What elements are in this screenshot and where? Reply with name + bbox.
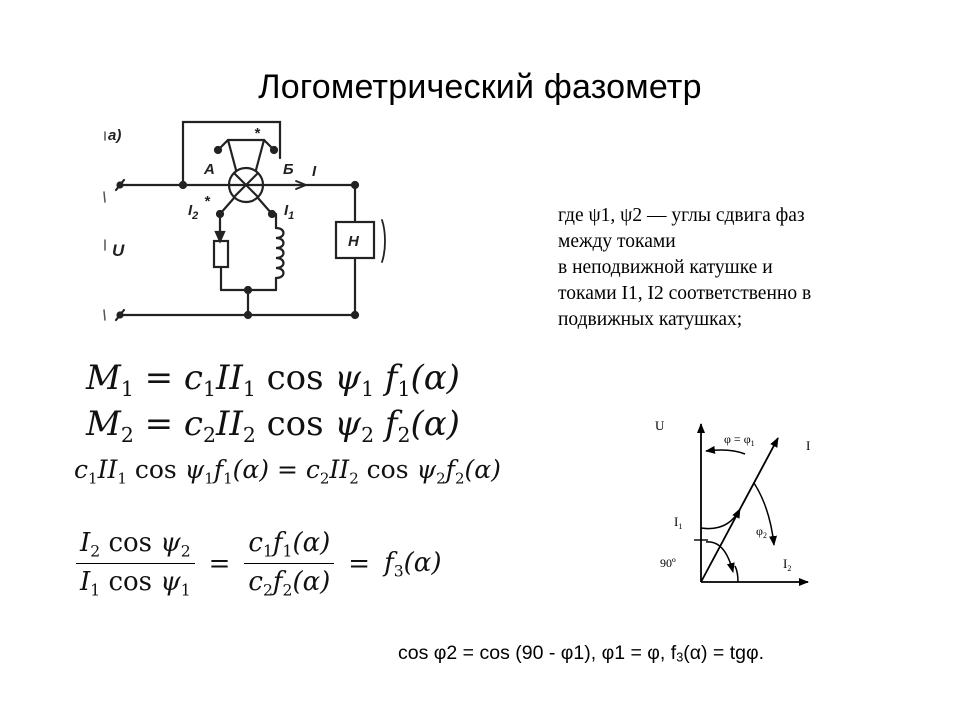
equation-ratio: $\frac{I_2 \cos \psi_2}{I_1 \cos \psi_1}$ = $\frac{c_1f_1(\alpha)}{c_2f_2(\alpha)}$ = $f_3(\alpha)$ bbox=[76, 528, 442, 600]
description-line: в неподвижной катушке и bbox=[558, 257, 773, 278]
equation-m1: $M_1 = c_1II_1$ $\cos \psi_1$ $f_1(\alpha)$ bbox=[86, 358, 460, 402]
vector-label-phi-eq: φ = φ bbox=[724, 432, 751, 446]
fraction-current-ratio: $\frac{I_2 \cos \psi_2}{I_1 \cos \psi_1}$ bbox=[76, 528, 195, 600]
circuit-schematic bbox=[100, 110, 400, 335]
description-text bbox=[558, 203, 898, 333]
svg-text:I2 bbox=[188, 202, 198, 222]
vector-label-U: U bbox=[655, 418, 665, 433]
vector-diagram bbox=[640, 410, 830, 595]
vector-label-I1: I bbox=[674, 514, 679, 529]
equation-balance: $c_1II_1$ $\cos \psi_1f_1(\alpha) = c_2II_2$ $\cos \psi_2f_2(\alpha)$ bbox=[74, 455, 501, 488]
schematic-label-a: а) bbox=[108, 127, 122, 144]
description-line: между токами bbox=[558, 231, 676, 252]
schematic-label-I1: I bbox=[284, 202, 289, 219]
bottom-formula: cos φ2 = cos (90 - φ1), φ1 = φ, $f_3(\alpha) = tg\varphi$. bbox=[398, 642, 765, 665]
vector-label-I1-sub: 1 bbox=[678, 522, 683, 531]
fraction-function-ratio: $\frac{c_1f_1(\alpha)}{c_2f_2(\alpha)}$ bbox=[244, 528, 334, 600]
schematic-label-I2-sub: 2 bbox=[192, 210, 199, 222]
schematic-label-H: Н bbox=[348, 233, 359, 250]
svg-text:I1 bbox=[674, 514, 682, 531]
svg-text:φ = φ1 bbox=[724, 432, 755, 448]
description-line: где ψ1, ψ2 — углы сдвига фаз bbox=[558, 205, 805, 226]
description-line: токами I1, I2 соответственно в bbox=[558, 283, 812, 304]
schematic-label-A: А bbox=[204, 161, 215, 178]
vector-label-90: 90º bbox=[660, 556, 676, 570]
schematic-label-U: U bbox=[112, 241, 125, 260]
schematic-label-I1-sub: 1 bbox=[288, 210, 295, 222]
slide-title: Логометрический фазометр bbox=[258, 68, 702, 106]
schematic-star-top: * bbox=[254, 125, 260, 142]
equation-m2: $M_2 = c_2II_2$ $\cos \psi_2$ $f_2(\alpha)$ bbox=[86, 404, 460, 448]
schematic-label-I: I bbox=[312, 163, 317, 180]
description-line: подвижных катушках; bbox=[558, 309, 743, 330]
svg-text:I1 bbox=[284, 202, 294, 222]
vector-label-I2-sub: 2 bbox=[787, 564, 792, 573]
svg-text:I2 bbox=[783, 556, 791, 573]
schematic-label-I2: I bbox=[188, 202, 193, 219]
svg-text:φ2 bbox=[756, 524, 767, 540]
vector-label-phi2: φ bbox=[756, 524, 763, 538]
vector-label-I: I bbox=[806, 438, 811, 453]
schematic-star-left: * bbox=[204, 193, 210, 210]
vector-label-phi-eq-sub: 1 bbox=[750, 439, 755, 448]
vector-label-I2: I bbox=[783, 556, 788, 571]
schematic-label-B: Б bbox=[283, 161, 294, 178]
vector-label-phi2-sub: 2 bbox=[762, 531, 767, 540]
